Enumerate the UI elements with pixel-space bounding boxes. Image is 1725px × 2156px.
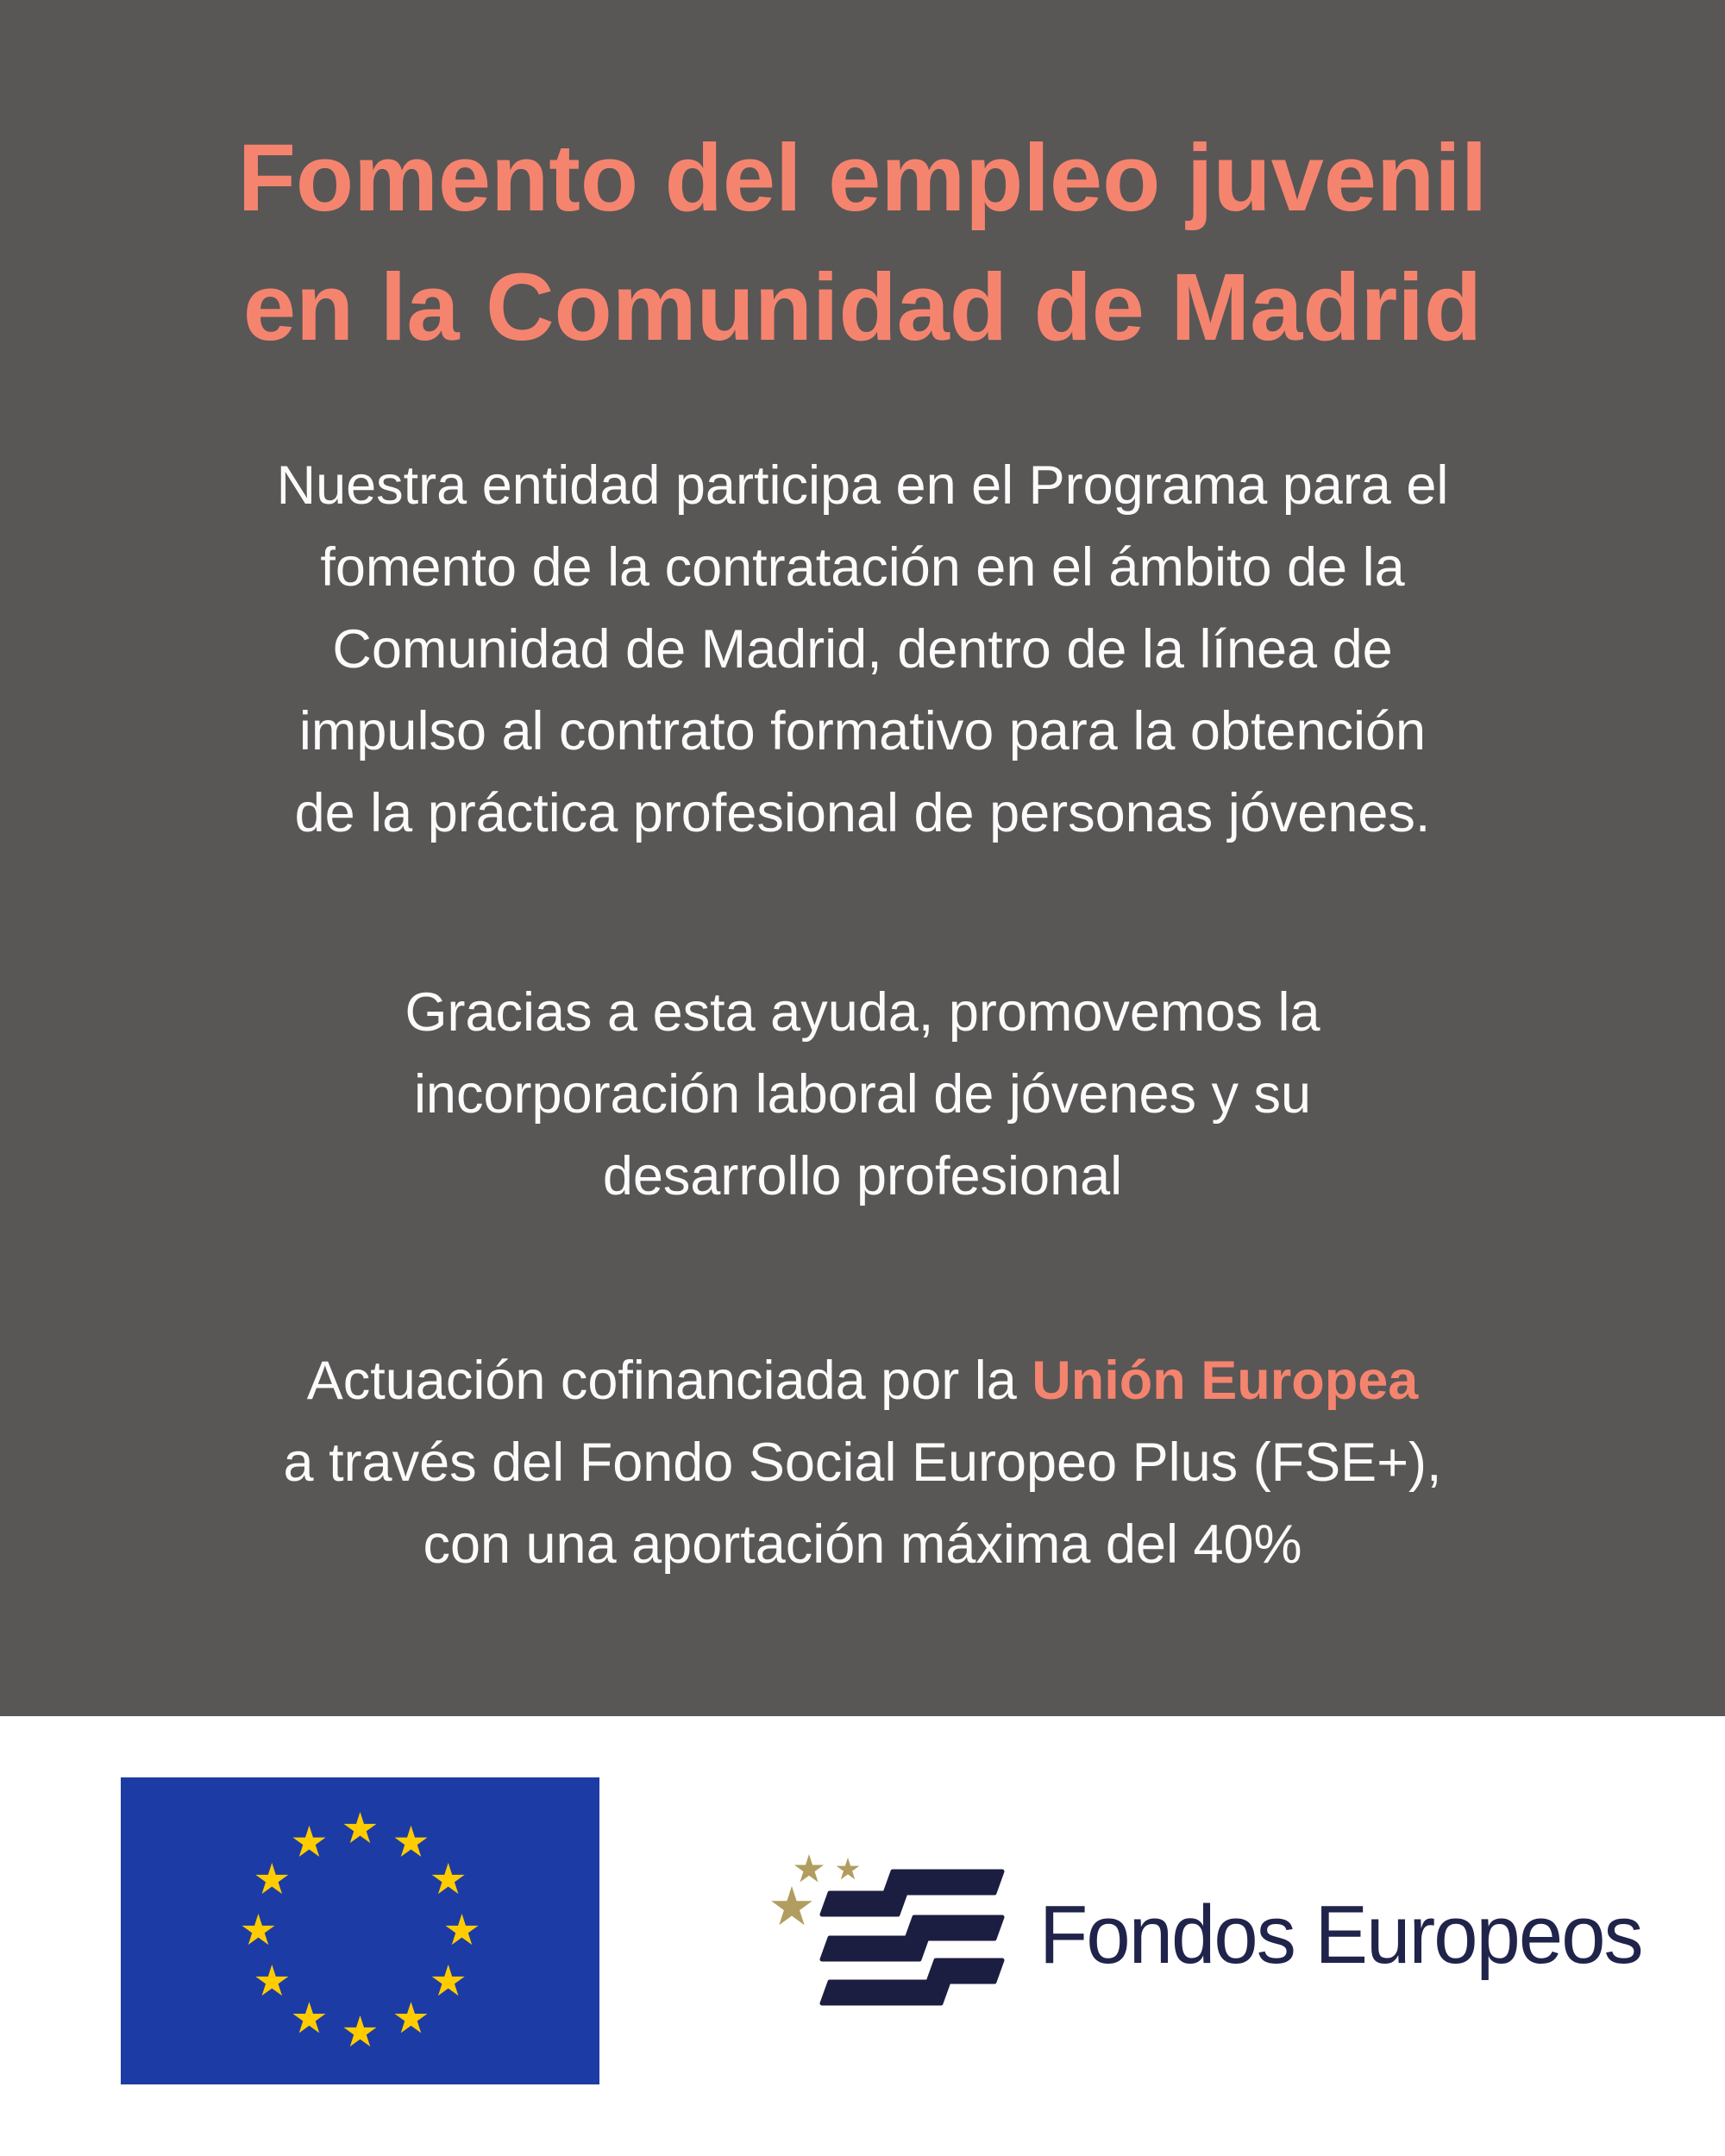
paragraph-line: de la práctica profesional de personas jóvenes. bbox=[294, 783, 1431, 843]
paragraph-line: incorporación laboral de jóvenes y su bbox=[413, 1064, 1312, 1125]
fondos-europeos-logo bbox=[768, 1854, 1682, 2027]
paragraph-line: con una aportación máxima del 40% bbox=[423, 1514, 1302, 1575]
paragraph-line: impulso al contrato formativo para la obtención bbox=[298, 701, 1427, 761]
footer-logos-section bbox=[0, 1716, 1725, 2156]
fondos-europeos-logo-text: Fondos Europeos bbox=[1039, 1889, 1642, 1981]
page-title bbox=[0, 114, 1725, 373]
funding-paragraph bbox=[0, 1340, 1725, 1586]
paragraph-line: Gracias a esta ayuda, promovemos la bbox=[405, 982, 1320, 1043]
eu-flag-icon bbox=[121, 1777, 599, 2084]
paragraph-line: fomento de la contratación en el ámbito de la bbox=[320, 537, 1405, 598]
fondos-flag-stripes-icon bbox=[822, 1871, 1002, 2003]
intro-paragraph bbox=[0, 445, 1725, 855]
paragraph-line: a través del Fondo Social Europeo Plus (FSE+), bbox=[283, 1432, 1442, 1493]
title-line-2: en la Comunidad de Madrid bbox=[242, 254, 1483, 360]
paragraph-line: desarrollo profesional bbox=[602, 1146, 1123, 1206]
paragraph-line: Comunidad de Madrid, dentro de la línea de bbox=[332, 619, 1393, 680]
paragraph-line: Nuestra entidad participa en el Programa para el bbox=[276, 455, 1449, 516]
benefit-paragraph bbox=[0, 972, 1725, 1218]
funding-prefix: Actuación cofinanciada por la bbox=[306, 1351, 1032, 1411]
paragraph-line bbox=[0, 1340, 1725, 1422]
funding-highlight-union-europea: Unión Europea bbox=[1032, 1351, 1419, 1411]
title-line-1: Fomento del empleo juvenil bbox=[237, 125, 1488, 231]
fondos-europeos-mark-icon bbox=[768, 1854, 1026, 2022]
